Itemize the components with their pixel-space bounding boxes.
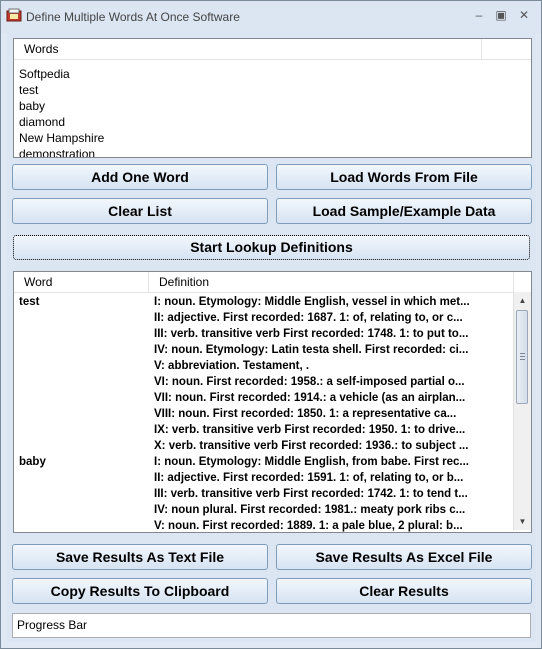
start-lookup-button[interactable]: Start Lookup Definitions: [13, 235, 530, 260]
minimize-icon[interactable]: –: [475, 8, 483, 22]
result-definition-cell[interactable]: VI: noun. First recorded: 1958.: a self-imposed partial o...: [154, 376, 465, 388]
result-definition-cell[interactable]: VIII: noun. First recorded: 1850. 1: a representative ca...: [154, 408, 457, 420]
results-scrollbar[interactable]: [513, 292, 531, 530]
client-area: [7, 33, 536, 642]
result-definition-cell[interactable]: V: noun. First recorded: 1889. 1: a pale blue, 2 plural: b...: [154, 520, 463, 532]
words-column-header[interactable]: Words: [14, 39, 482, 59]
maximize-icon[interactable]: ▣: [495, 8, 507, 22]
result-definition-cell[interactable]: X: verb. transitive verb First recorded: 1936.: to subject ...: [154, 440, 469, 452]
result-definition-cell[interactable]: VII: noun. First recorded: 1914.: a vehicle (as an airplan...: [154, 392, 466, 404]
word-list[interactable]: [13, 38, 532, 158]
word-list-item[interactable]: demonstration: [19, 147, 96, 158]
definition-column-header[interactable]: Definition: [149, 272, 514, 292]
word-list-item[interactable]: test: [19, 83, 39, 97]
word-list-header: [14, 39, 531, 60]
result-definition-cell[interactable]: I: noun. Etymology: Middle English, vessel in which met...: [154, 296, 470, 308]
result-definition-cell[interactable]: II: adjective. First recorded: 1591. 1: of, relating to, or b...: [154, 472, 464, 484]
load-sample-data-button[interactable]: Load Sample/Example Data: [276, 198, 532, 224]
progress-bar: Progress Bar: [12, 613, 531, 638]
result-definition-cell[interactable]: III: verb. transitive verb First recorded: 1742. 1: to tend t...: [154, 488, 468, 500]
scroll-down-icon[interactable]: ▼: [518, 517, 527, 526]
word-column-header[interactable]: Word: [14, 272, 149, 292]
close-icon[interactable]: ✕: [518, 8, 530, 22]
word-list-item[interactable]: New Hampshire: [19, 131, 105, 145]
result-definition-cell[interactable]: IV: noun plural. First recorded: 1981.: meaty pork ribs c...: [154, 504, 466, 516]
result-definition-cell[interactable]: IV: noun. Etymology: Latin testa shell. First recorded: ci...: [154, 344, 469, 356]
window-title: Define Multiple Words At Once Software: [26, 10, 240, 24]
scroll-up-icon[interactable]: ▲: [518, 296, 527, 305]
load-words-from-file-button[interactable]: Load Words From File: [276, 164, 532, 190]
title-bar[interactable]: [1, 1, 541, 33]
word-list-item[interactable]: baby: [19, 99, 46, 113]
result-word-cell[interactable]: test: [19, 296, 40, 308]
copy-clipboard-button[interactable]: Copy Results To Clipboard: [12, 578, 268, 604]
results-list[interactable]: [13, 271, 532, 533]
clear-list-button[interactable]: Clear List: [12, 198, 268, 224]
add-one-word-button[interactable]: Add One Word: [12, 164, 268, 190]
result-definition-cell[interactable]: III: verb. transitive verb First recorded: 1748. 1: to put to...: [154, 328, 469, 340]
result-definition-cell[interactable]: V: abbreviation. Testament, .: [154, 360, 310, 372]
word-list-item[interactable]: diamond: [19, 115, 66, 129]
save-text-file-button[interactable]: Save Results As Text File: [12, 544, 268, 570]
clear-results-button[interactable]: Clear Results: [276, 578, 532, 604]
result-definition-cell[interactable]: IX: verb. transitive verb First recorded: 1950. 1: to drive...: [154, 424, 466, 436]
result-word-cell[interactable]: baby: [19, 456, 46, 468]
save-excel-file-button[interactable]: Save Results As Excel File: [276, 544, 532, 570]
word-list-item[interactable]: Softpedia: [19, 67, 70, 81]
app-icon: [6, 8, 22, 22]
scroll-thumb[interactable]: [516, 310, 528, 404]
result-definition-cell[interactable]: I: noun. Etymology: Middle English, from babe. First rec...: [154, 456, 469, 468]
results-header: [14, 272, 531, 293]
result-definition-cell[interactable]: II: adjective. First recorded: 1687. 1: of, relating to, or c...: [154, 312, 463, 324]
